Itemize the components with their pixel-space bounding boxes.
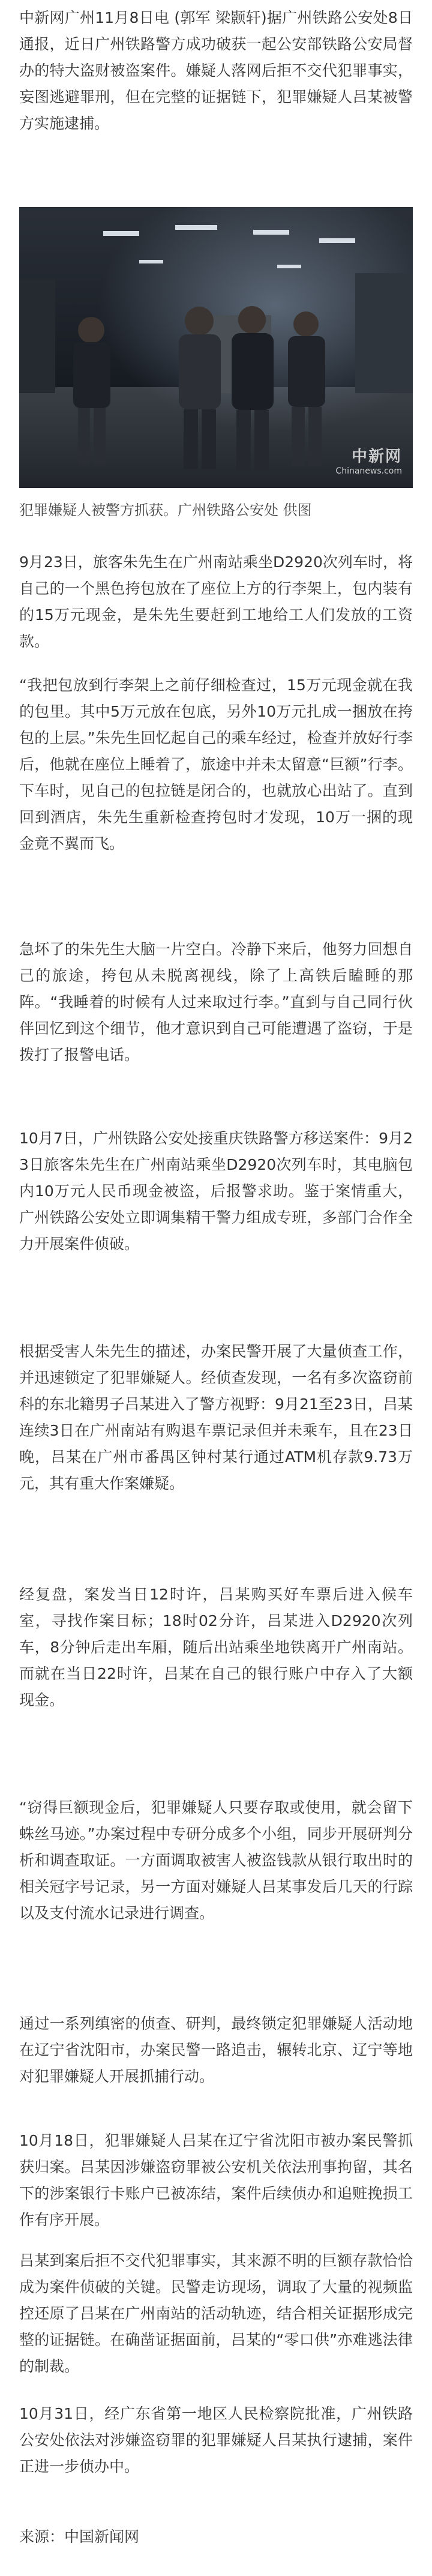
article-paragraph: 通过一系列缜密的侦查、研判，最终锁定犯罪嫌疑人活动地在辽宁省沈阳市，办案民警一路追击，辗转北京、辽宁等地对犯罪嫌疑人开展抓捕行动。: [19, 2015, 413, 2085]
article-paragraph: 急坏了的朱先生大脑一片空白。冷静下来后，他努力回想自己的旅途，挎包从未脱离视线，除了上高铁后瞌睡的那阵。“我睡着的时候有人过来取过行李。”直到与自己同行伙伴回忆到这个细节，他才意识到自己可能遭遇了盗窃，于是拨打了报警电话。: [19, 940, 413, 1064]
article-paragraph: 经复盘，案发当日12时许，吕某购买好车票后进入候车室，寻找作案目标；18时02分许，吕某进入D2920次列车，8分钟后走出车厢，随后出站乘坐地铁离开广州南站。而就在当日22时许，吕某在自己的银行账户中存入了大额现金。: [19, 1586, 413, 1709]
article-paragraph: 吕某到案后拒不交代犯罪事实，其来源不明的巨额存款恰恰成为案件侦破的关键。民警走访现场，调取了大量的视频监控还原了吕某在广州南站的活动轨迹，结合相关证据形成完整的证据链。在确凿证据面前，吕某的“零口供”亦难逃法律的制裁。: [19, 2252, 413, 2375]
article-paragraph: “我把包放到行李架上之前仔细检查过，15万元现金就在我的包里。其中5万元放在包底，另外10万元扎成一捆放在挎包的上层。”朱先生回忆起自己的乘车经过，检查并放好行李后，他就在座位上睡着了，旅途中并未太留意“巨额”行李。下车时，见自己的包拉链是闭合的，也就放心出站了。直到回到酒店，朱先生重新检查挎包时才发现，10万一捆的现金竟不翼而飞。: [19, 676, 413, 852]
article-photo: [19, 207, 413, 488]
article-source: 来源：中国新闻网: [19, 2528, 140, 2545]
article-paragraph: 根据受害人朱先生的描述，办案民警开展了大量侦查工作，并迅速锁定了犯罪嫌疑人。经侦查发现，一名有多次盗窃前科的东北籍男子吕某进入了警方视野：9月21至23日，吕某连续3日在广州南站有购退车票记录但并未乘车，且在23日晚，吕某在广州市番禺区钟村某行通过ATM机存款9.73万元，其有重大作案嫌疑。: [19, 1343, 413, 1492]
article-paragraph: 9月23日，旅客朱先生在广州南站乘坐D2920次列车时，将自己的一个黑色挎包放在了座位上方的行李架上，包内装有的15万元现金，是朱先生要赶到工地给工人们发放的工资款。: [19, 553, 413, 650]
article-paragraph: 10月7日，广州铁路公安处接重庆铁路警方移送案件：9月23日旅客朱先生在广州南站乘坐D2920次列车时，其电脑包内10万元人民币现金被盗，后报警求助。鉴于案情重大，广州铁路公安处立即调集精干警力组成专班，多部门合作全力开展案件侦破。: [19, 1130, 413, 1253]
article-paragraph: “窃得巨额现金后，犯罪嫌疑人只要存取或使用，就会留下蛛丝马迹。”办案过程中专研分成多个小组，同步开展研判分析和调查取证。一方面调取被害人被盗钱款从银行取出时的相关冠字号记录，另一方面对嫌疑人吕某事发后几天的行踪以及支付流水记录进行调查。: [19, 1799, 413, 1922]
photo-caption: 犯罪嫌疑人被警方抓获。广州铁路公安处 供图: [19, 502, 312, 519]
watermark-logo-text: 中新网: [351, 448, 402, 466]
article-paragraph: 10月18日，犯罪嫌疑人吕某在辽宁省沈阳市被办案民警抓获归案。吕某因涉嫌盗窃罪被公安机关依法刑事拘留，其名下的涉案银行卡账户已被冻结，案件后续侦办和追赃挽损工作有序开展。: [19, 2132, 413, 2228]
watermark-url: Chinanews.com: [335, 466, 402, 476]
photo-watermark: [335, 444, 402, 476]
article-paragraph-lead: 中新网广州11月8日电 (郭军 梁颢轩)据广州铁路公安处8日通报，近日广州铁路警方成功破获一起公安部铁路公安局督办的特大盗财被盗案件。嫌疑人落网后拒不交代犯罪事实，妄图逃避罪刑，但在完整的证据链下，犯罪嫌疑人吕某被警方实施逮捕。: [19, 9, 413, 132]
article-paragraph: 10月31日，经广东省第一地区人民检察院批准，广州铁路公安处依法对涉嫌盗窃罪的犯罪嫌疑人吕某执行逮捕，案件正进一步侦办中。: [19, 2405, 413, 2475]
